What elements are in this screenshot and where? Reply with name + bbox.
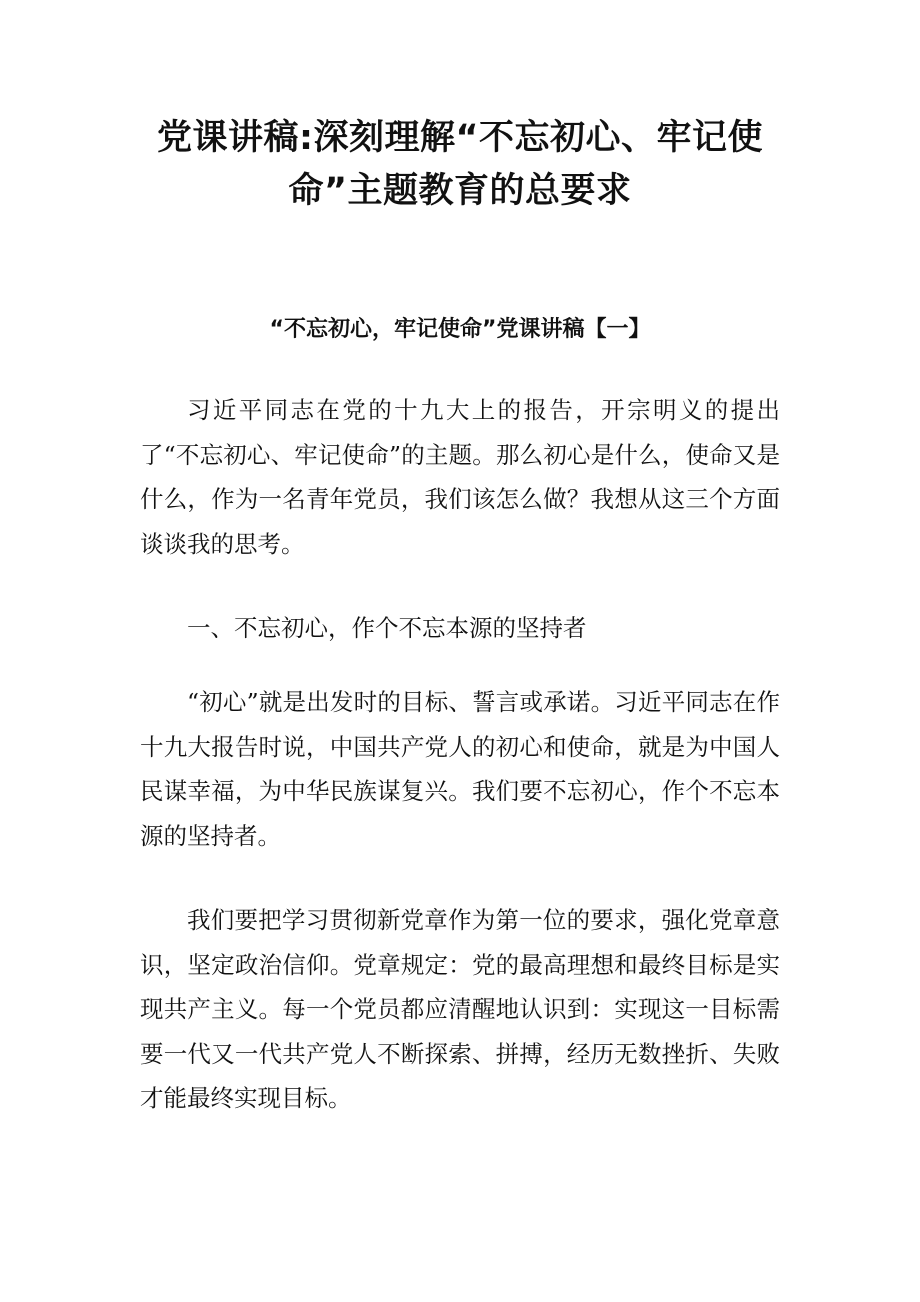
paragraph-original-intention: “初心”就是出发时的目标、誓言或承诺。习近平同志在作十九大报告时说，中国共产党人的初心和使命，就是为中国人民谋幸福，为中华民族谋复兴。我们要不忘初心，作个不忘本源的坚持者。	[140, 688, 780, 850]
section-heading: “不忘初心，牢记使命”党课讲稿【一】	[269, 317, 651, 342]
paragraph-subheading-1: 一、不忘初心，作个不忘本源的坚持者	[187, 614, 587, 642]
paragraph-party-constitution: 我们要把学习贯彻新党章作为第一位的要求，强化党章意识，坚定政治信仰。党章规定：党的最高理想和最终目标是实现共产主义。每一个党员都应清醒地认识到：实现这一目标需要一代又一代共产党人不断探索、拼搏，经历无数挫折、失败才能最终实现目标。	[140, 906, 780, 1112]
paragraph-intro: 习近平同志在党的十九大上的报告，开宗明义的提出了“不忘初心、牢记使命”的主题。那么初心是什么，使命又是什么，作为一名青年党员，我们该怎么做？我想从这三个方面谈谈我的思考。	[140, 396, 780, 558]
document-title: 党课讲稿:深刻理解“不忘初心、牢记使命”主题教育的总要求	[156, 118, 763, 211]
